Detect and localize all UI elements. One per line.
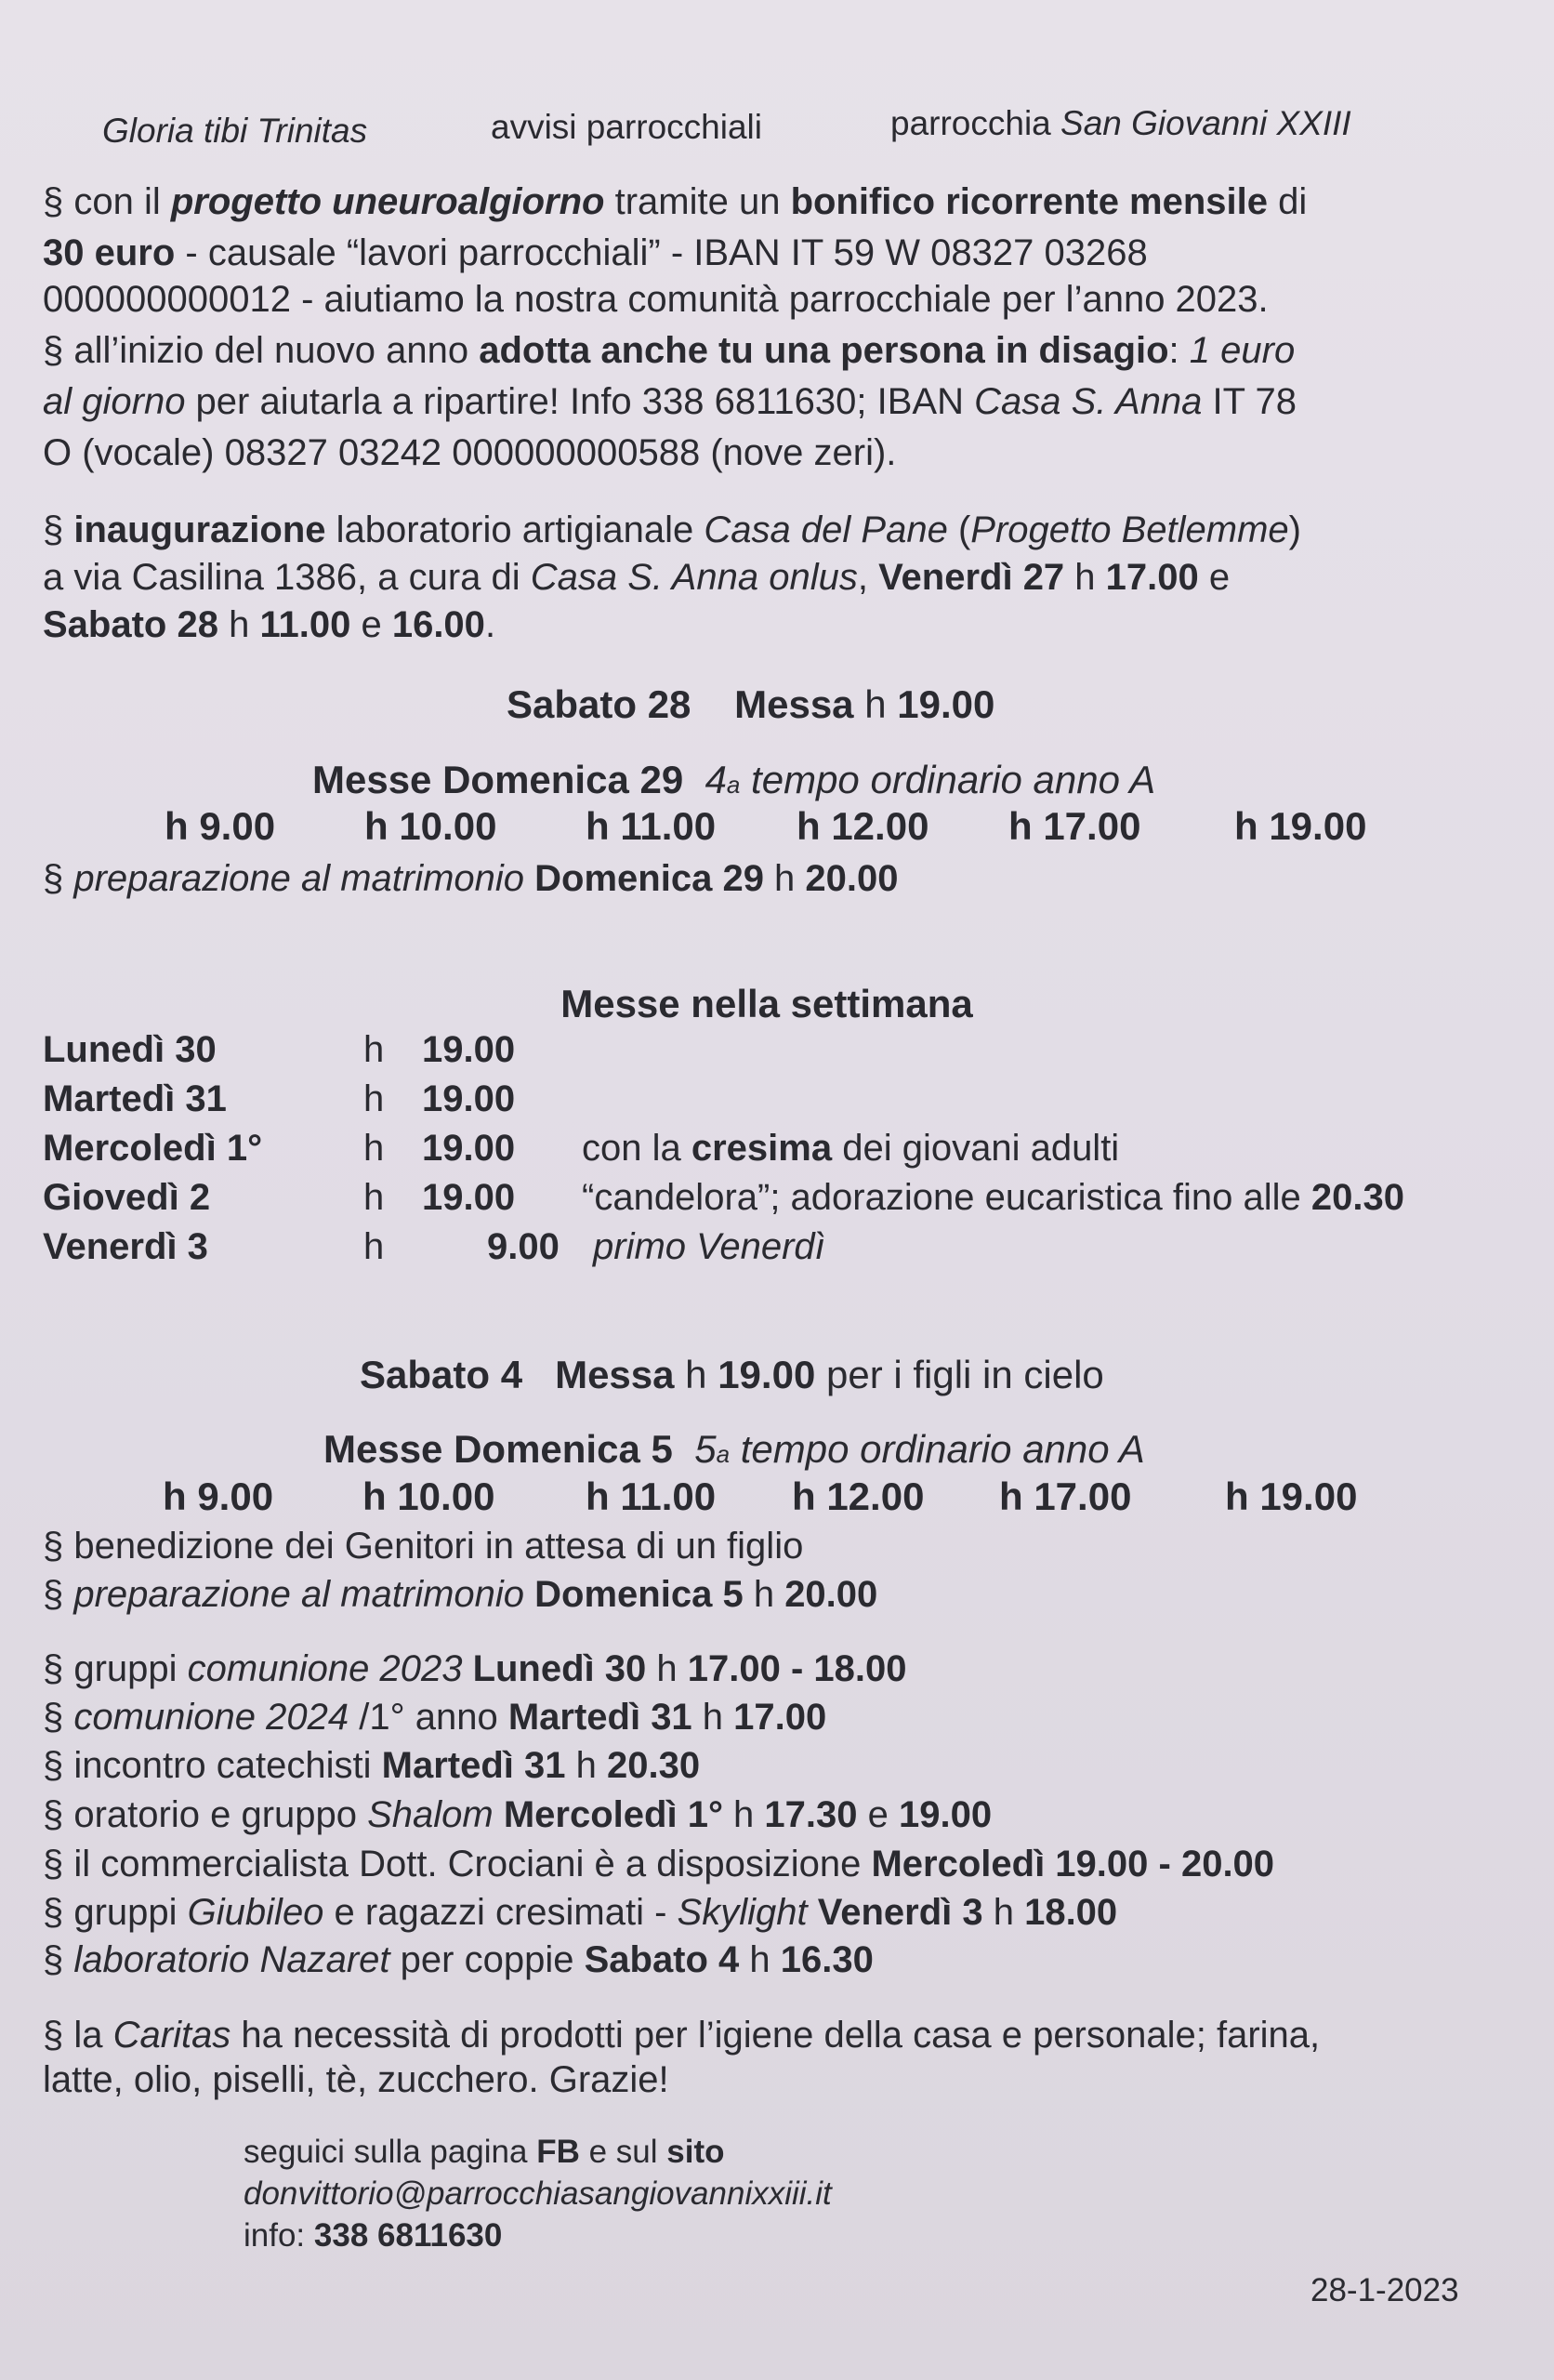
notice-inaug-line2: a via Casilina 1386, a cura di Casa S. Anna onlus, Venerdì 27 h 17.00 e: [43, 557, 1231, 598]
mass-time: h 9.00: [165, 804, 276, 848]
mass-time: h 17.00: [1008, 804, 1141, 848]
saturday4-mass: Sabato 4 Messa h 19.00 per i figli in cielo: [360, 1353, 1104, 1396]
header-title: avvisi parrocchiali: [491, 108, 762, 146]
groups-line5: § il commercialista Dott. Crociani è a disposizione Mercoledì 19.00 - 20.00: [43, 1844, 1275, 1884]
footer-date: 28-1-2023: [1310, 2272, 1459, 2308]
groups-line6: § gruppi Giubileo e ragazzi cresimati - Skylight Venerdì 3 h 18.00: [43, 1892, 1118, 1933]
week-row-monday: Lunedì 30 h 19.00: [43, 1029, 516, 1070]
sunday29-marriage-prep: § preparazione al matrimonio Domenica 29 h 20.00: [43, 858, 899, 899]
mass-time: h 10.00: [362, 1474, 495, 1518]
mass-time: h 11.00: [586, 804, 717, 848]
sunday5-title: Messe Domenica 5 5a tempo ordinario anno A: [323, 1427, 1145, 1471]
notice-project-line3: 000000000012 - aiutiamo la nostra comunità parrocchiale per l’anno 2023.: [43, 279, 1269, 320]
notice-project-line1: § con il progetto uneuroalgiorno tramite un bonifico ricorrente mensile di: [43, 181, 1308, 222]
groups-line2: § comunione 2024 /1° anno Martedì 31 h 17.00: [43, 1697, 827, 1738]
notice-adopt-line2: al giorno per aiutarla a ripartire! Info 338 6811630; IBAN Casa S. Anna IT 78: [43, 381, 1297, 422]
week-row-thursday: Giovedì 2 h 19.00 “candelora”; adorazione eucaristica fino alle 20.30: [43, 1177, 1404, 1218]
sunday5-marriage-prep: § preparazione al matrimonio Domenica 5 h 20.00: [43, 1574, 878, 1615]
sunday29-title: Messe Domenica 29 4a tempo ordinario anno A: [312, 758, 1156, 801]
notice-adopt-line3: O (vocale) 08327 03242 000000000588 (nove zeri).: [43, 432, 897, 473]
footer-info: info: 338 6811630: [244, 2217, 503, 2254]
header-motto: Gloria tibi Trinitas: [102, 112, 368, 150]
footer-follow: seguici sulla pagina FB e sul sito: [244, 2134, 725, 2170]
mass-time: h 11.00: [586, 1474, 717, 1518]
notice-inaug-line1: § inaugurazione laboratorio artigianale Casa del Pane (Progetto Betlemme): [43, 509, 1301, 550]
notice-project-line2: 30 euro - causale “lavori parrocchiali” - IBAN IT 59 W 08327 03268: [43, 232, 1148, 273]
saturday28-mass: Sabato 28 Messa h 19.00: [507, 682, 995, 726]
mass-time: h 12.00: [797, 804, 929, 848]
header-parish: parrocchia San Giovanni XXIII: [890, 104, 1351, 142]
mass-time: h 9.00: [163, 1474, 274, 1518]
mass-time: h 19.00: [1225, 1474, 1358, 1518]
footer-email: donvittorio@parrocchiasangiovannixxiii.it: [244, 2175, 832, 2212]
groups-line1: § gruppi comunione 2023 Lunedì 30 h 17.00 - 18.00: [43, 1648, 907, 1689]
week-row-friday: Venerdì 3 h 9.00 primo Venerdì: [43, 1226, 825, 1267]
sunday5-blessing: § benedizione dei Genitori in attesa di un figlio: [43, 1526, 804, 1567]
notice-inaug-line3: Sabato 28 h 11.00 e 16.00.: [43, 604, 496, 645]
mass-time: h 12.00: [792, 1474, 925, 1518]
notice-adopt-line1: § all’inizio del nuovo anno adotta anche tu una persona in disagio: 1 euro: [43, 330, 1296, 371]
week-row-wednesday: Mercoledì 1° h 19.00 con la cresima dei giovani adulti: [43, 1128, 1120, 1169]
mass-time: h 17.00: [999, 1474, 1132, 1518]
mass-time: h 10.00: [364, 804, 497, 848]
mass-time: h 19.00: [1234, 804, 1367, 848]
groups-line4: § oratorio e gruppo Shalom Mercoledì 1° h 17.30 e 19.00: [43, 1794, 993, 1835]
week-schedule: [43, 1025, 1530, 1272]
week-title: Messe nella settimana: [560, 982, 973, 1025]
groups-line3: § incontro catechisti Martedì 31 h 20.30: [43, 1745, 701, 1786]
groups-line7: § laboratorio Nazaret per coppie Sabato 4 h 16.30: [43, 1939, 874, 1980]
week-row-tuesday: Martedì 31 h 19.00: [43, 1078, 516, 1119]
caritas-line2: latte, olio, piselli, tè, zucchero. Grazie!: [43, 2059, 669, 2100]
caritas-line1: § la Caritas ha necessità di prodotti per l’igiene della casa e personale; farina,: [43, 2015, 1321, 2056]
